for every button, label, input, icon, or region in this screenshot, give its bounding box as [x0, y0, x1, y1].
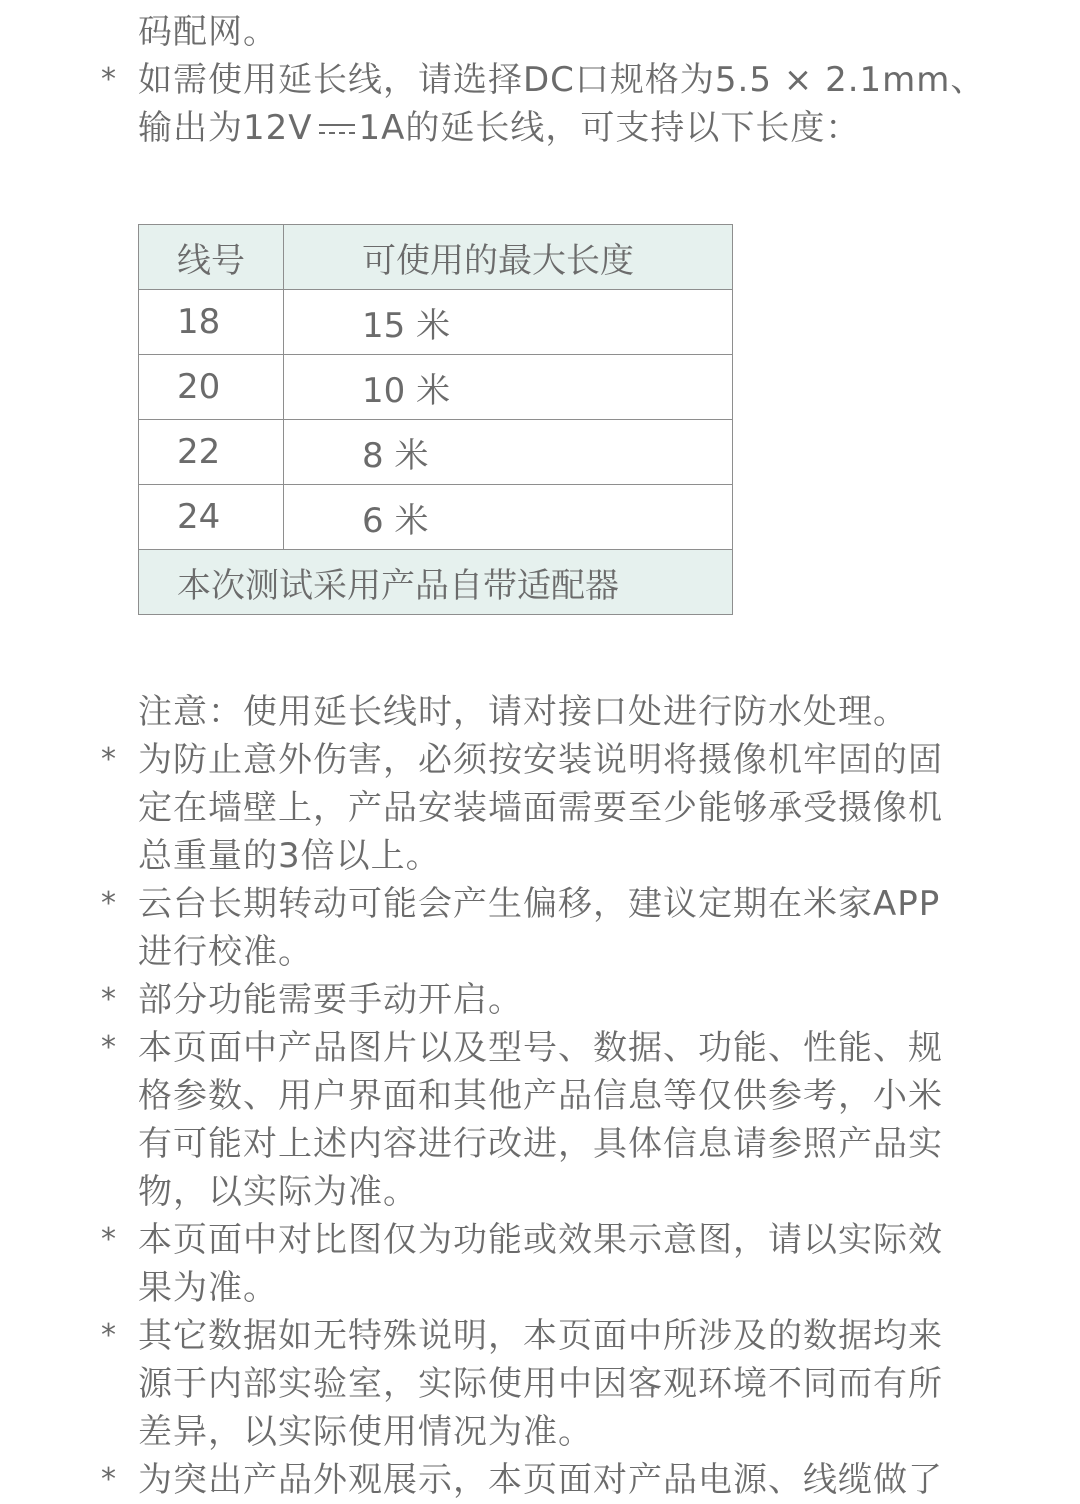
table-cell-gauge: 22 — [139, 420, 284, 485]
bullet-text-line: 本页面中对比图仅为功能或效果示意图，请以实际效 — [138, 1220, 943, 1260]
bullet-text-line: 进行校准。 — [138, 932, 313, 972]
bullet-text-line: 物，以实际为准。 — [138, 1172, 418, 1212]
bullet-marker: * — [101, 1318, 116, 1353]
bullet-text-line: 格参数、用户界面和其他产品信息等仅供参考，小米 — [138, 1076, 943, 1116]
bullet-marker: * — [101, 886, 116, 921]
bullet-text-line: 其它数据如无特殊说明，本页面中所涉及的数据均来 — [138, 1316, 943, 1356]
bullet-text-line: 部分功能需要手动开启。 — [138, 980, 523, 1020]
bullet-text-line: 本页面中产品图片以及型号、数据、功能、性能、规 — [138, 1028, 943, 1068]
bullet-marker: * — [101, 1462, 116, 1497]
bullet-text-line: 总重量的3倍以上。 — [138, 836, 441, 876]
table-row — [139, 485, 733, 550]
bullet-marker: * — [101, 982, 116, 1017]
cable-length-table — [138, 224, 733, 615]
table-cell-gauge: 18 — [139, 290, 284, 355]
table-cell-length: 10 米 — [284, 355, 733, 420]
bullet-marker: * — [101, 1030, 116, 1065]
table-row — [139, 290, 733, 355]
bullet-text-line: 为防止意外伤害，必须按安装说明将摄像机牢固的固 — [138, 740, 943, 780]
table-cell-gauge: 24 — [139, 485, 284, 550]
table-header-gauge: 线号 — [139, 225, 284, 290]
table-row — [139, 420, 733, 485]
table-footer-row — [139, 550, 733, 615]
extension-cable-line-1: 如需使用延长线，请选择DC口规格为5.5 × 2.1mm、 — [138, 60, 986, 100]
extension-cable-line-2 — [138, 104, 860, 152]
bullet-text-line: 源于内部实验室，实际使用中因客观环境不同而有所 — [138, 1364, 943, 1404]
table-header-max-length: 可使用的最大长度 — [284, 225, 733, 290]
table-cell-gauge: 20 — [139, 355, 284, 420]
table-header-row — [139, 225, 733, 290]
waterproof-note: 注意：使用延长线时，请对接口处进行防水处理。 — [138, 692, 908, 732]
dc-current-icon — [319, 120, 355, 140]
table-cell-length: 15 米 — [284, 290, 733, 355]
bullet-text-line: 定在墙壁上，产品安装墙面需要至少能够承受摄像机 — [138, 788, 943, 828]
bullet-marker: * — [101, 1222, 116, 1257]
bullet-marker: * — [101, 62, 116, 97]
extension-cable-current: 1A的延长线，可支持以下长度： — [358, 108, 861, 148]
bullet-text-line: 云台长期转动可能会产生偏移，建议定期在米家APP — [138, 884, 941, 924]
table-footer-note: 本次测试采用产品自带适配器 — [139, 550, 733, 615]
bullet-text-line: 为突出产品外观展示，本页面对产品电源、线缆做了 — [138, 1460, 943, 1500]
table-cell-length: 8 米 — [284, 420, 733, 485]
bullet-text-line: 果为准。 — [138, 1268, 278, 1308]
bullet-text-line: 差异，以实际使用情况为准。 — [138, 1412, 593, 1452]
table-row — [139, 355, 733, 420]
bullet-marker: * — [101, 742, 116, 777]
extension-cable-voltage: 输出为12V — [138, 108, 313, 148]
intro-line-top: 码配网。 — [138, 12, 278, 52]
bullet-text-line: 有可能对上述内容进行改进，具体信息请参照产品实 — [138, 1124, 943, 1164]
table-cell-length: 6 米 — [284, 485, 733, 550]
